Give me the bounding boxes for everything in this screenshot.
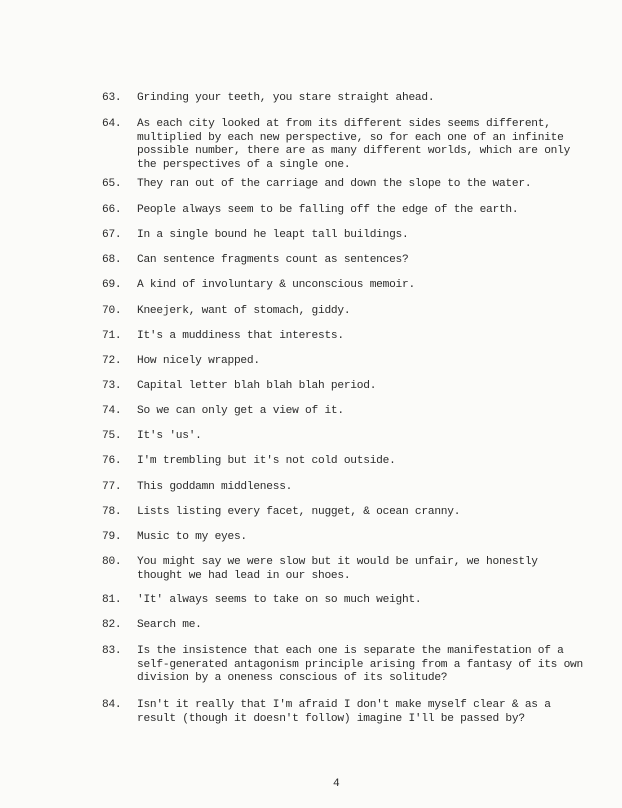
item-number: 77.: [102, 481, 122, 493]
item-text-line: Search me.: [137, 619, 202, 631]
item-text: [137, 92, 567, 106]
item-text: [137, 305, 567, 319]
item-text-line: Can sentence fragments count as sentences?: [137, 254, 409, 266]
item-text: [137, 254, 567, 268]
item-text: [137, 699, 567, 726]
item-number: 67.: [102, 229, 122, 241]
item-number: 75.: [102, 430, 122, 442]
item-number: 76.: [102, 455, 122, 467]
item-text-line: You might say we were slow but it would be unfair, we honestly: [137, 556, 538, 568]
item-text-line: result (though it doesn't follow) imagine I'll be passed by?: [137, 712, 525, 725]
item-number: 71.: [102, 330, 122, 342]
item-text: [137, 380, 567, 394]
item-text: [137, 330, 567, 344]
item-text-line: Capital letter blah blah blah period.: [137, 380, 377, 392]
item-number: 73.: [102, 380, 122, 392]
item-text-line: the perspectives of a single one.: [137, 158, 351, 171]
item-number: 66.: [102, 204, 122, 216]
item-text-line: In a single bound he leapt tall buildings.: [137, 229, 409, 241]
item-text: [137, 430, 567, 444]
item-text: [137, 204, 567, 218]
item-text-line: This goddamn middleness.: [137, 481, 293, 493]
item-text: [137, 645, 583, 686]
item-text-line: multiplied by each new perspective, so for each one of an infinite: [137, 131, 564, 144]
item-text-line: Music to my eyes.: [137, 531, 247, 543]
item-number: 82.: [102, 619, 122, 631]
item-text-line: possible number, there are as many different worlds, which are only: [137, 145, 571, 158]
item-text: [137, 455, 567, 469]
item-number: 72.: [102, 355, 122, 367]
item-text-line: A kind of involuntary & unconscious memoir.: [137, 279, 415, 291]
item-number: 65.: [102, 178, 122, 190]
item-text: [137, 556, 567, 583]
item-text-line: As each city looked at from its different sides seems different,: [137, 118, 551, 130]
item-text: [137, 619, 567, 633]
item-text-line: division by a oneness conscious of its solitude?: [137, 672, 448, 685]
item-number: 84.: [102, 699, 122, 711]
item-text-line: Grinding your teeth, you stare straight ahead.: [137, 92, 435, 104]
item-text: [137, 279, 567, 293]
item-text-line: Lists listing every facet, nugget, & ocean cranny.: [137, 506, 461, 518]
item-text-line: It's a muddiness that interests.: [137, 330, 344, 342]
item-text: [137, 481, 567, 495]
item-text-line: thought we had lead in our shoes.: [137, 569, 351, 582]
item-text: [137, 229, 567, 243]
item-text-line: 'It' always seems to take on so much weight.: [137, 594, 422, 606]
item-text: [137, 531, 567, 545]
item-text: [137, 405, 567, 419]
item-text: [137, 118, 571, 172]
item-text-line: How nicely wrapped.: [137, 355, 260, 367]
item-number: 81.: [102, 594, 122, 606]
item-number: 83.: [102, 645, 122, 657]
item-number: 74.: [102, 405, 122, 417]
item-text-line: Is the insistence that each one is separate the manifestation of a: [137, 645, 564, 657]
item-number: 79.: [102, 531, 122, 543]
item-text: [137, 506, 567, 520]
item-number: 63.: [102, 92, 122, 104]
item-text-line: Isn't it really that I'm afraid I don't make myself clear & as a: [137, 699, 551, 711]
item-text: [137, 594, 567, 608]
item-number: 78.: [102, 506, 122, 518]
item-number: 68.: [102, 254, 122, 266]
item-text-line: Kneejerk, want of stomach, giddy.: [137, 305, 351, 317]
item-text-line: People always seem to be falling off the edge of the earth.: [137, 204, 519, 216]
item-text-line: self-generated antagonism principle arising from a fantasy of its own: [137, 658, 583, 671]
item-text: [137, 355, 567, 369]
item-number: 69.: [102, 279, 122, 291]
item-number: 80.: [102, 556, 122, 568]
item-number: 64.: [102, 118, 122, 130]
item-text: [137, 178, 567, 192]
item-text-line: They ran out of the carriage and down the slope to the water.: [137, 178, 532, 190]
item-number: 70.: [102, 305, 122, 317]
item-text-line: So we can only get a view of it.: [137, 405, 344, 417]
page-number: 4: [333, 778, 340, 790]
item-text-line: It's 'us'.: [137, 430, 202, 442]
item-text-line: I'm trembling but it's not cold outside.: [137, 455, 396, 467]
